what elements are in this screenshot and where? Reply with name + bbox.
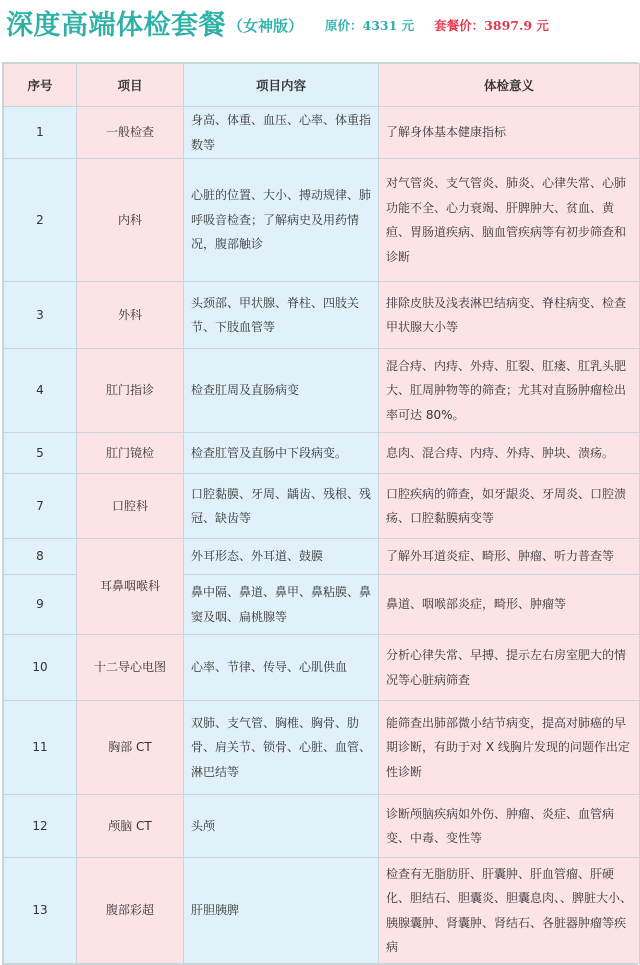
row-number: 4	[4, 349, 77, 433]
table-row	[4, 107, 640, 159]
row-item: 内科	[77, 159, 184, 282]
row-item: 外科	[77, 282, 184, 349]
column-header-content: 项目内容	[184, 64, 379, 107]
exam-table	[3, 63, 640, 964]
row-content: 鼻中隔、鼻道、鼻甲、鼻粘膜、鼻窦及咽、扁桃腺等	[184, 575, 379, 635]
row-meaning: 鼻道、咽喉部炎症，畸形、肿瘤等	[379, 575, 640, 635]
table-row	[4, 474, 640, 539]
table-row	[4, 795, 640, 858]
row-meaning: 分析心律失常、早搏、提示左右房室肥大的情况等心脏病筛查	[379, 635, 640, 701]
row-content: 心脏的位置、大小、搏动规律、肺呼吸音检查；了解病史及用药情况，腹部触诊	[184, 159, 379, 282]
row-meaning: 了解外耳道炎症、畸形、肿瘤、听力普查等	[379, 539, 640, 575]
row-item: 一般检查	[77, 107, 184, 159]
row-content: 外耳形态、外耳道、鼓膜	[184, 539, 379, 575]
row-content: 身高、体重、血压、心率、体重指数等	[184, 107, 379, 159]
package-price: 套餐价：3897.9 元	[434, 18, 549, 33]
row-item: 十二导心电图	[77, 635, 184, 701]
row-meaning: 对气管炎、支气管炎、肺炎、心律失常、心肺功能不全、心力衰竭、肝脾肿大、贫血、黄疸、胃肠道疾病、脑血管疾病等有初步筛查和诊断	[379, 159, 640, 282]
row-number: 5	[4, 433, 77, 474]
row-meaning: 混合痔、内痔、外痔、肛裂、肛瘘、肛乳头肥大、肛周肿物等的筛查；尤其对直肠肿瘤检出率可达 80%。	[379, 349, 640, 433]
row-meaning: 能筛查出肺部微小结节病变，提高对肺癌的早期诊断，有助于对 X 线胸片发现的问题作出定性诊断	[379, 701, 640, 795]
page-title: 深度高端体检套餐	[6, 9, 226, 41]
row-item: 耳鼻咽喉科	[77, 539, 184, 635]
row-content: 检查肛管及直肠中下段病变。	[184, 433, 379, 474]
table-row	[4, 282, 640, 349]
row-content: 双肺、支气管、胸椎、胸骨、肋骨、肩关节、锁骨、心脏、血管、淋巴结等	[184, 701, 379, 795]
row-content: 心率、节律、传导、心肌供血	[184, 635, 379, 701]
row-content: 头颅	[184, 795, 379, 858]
original-price: 原价：4331 元	[325, 18, 415, 33]
row-meaning: 诊断颅脑疾病如外伤、肿瘤、炎症、血管病变、中毒、变性等	[379, 795, 640, 858]
row-number: 13	[4, 858, 77, 964]
table-row	[4, 635, 640, 701]
row-item: 腹部彩超	[77, 858, 184, 964]
row-meaning: 检查有无脂肪肝、肝囊肿、肝血管瘤、肝硬化、胆结石、胆囊炎、胆囊息肉、、脾脏大小、胰腺囊肿、肾囊肿、肾结石、各脏器肿瘤等疾病	[379, 858, 640, 964]
row-item: 肛门镜检	[77, 433, 184, 474]
column-header-number: 序号	[4, 64, 77, 107]
row-item: 颅脑 CT	[77, 795, 184, 858]
row-item: 口腔科	[77, 474, 184, 539]
column-header-meaning: 体检意义	[379, 64, 640, 107]
row-content: 口腔黏膜、牙周、龋齿、残根、残冠、缺齿等	[184, 474, 379, 539]
row-content: 肝胆胰脾	[184, 858, 379, 964]
row-number: 2	[4, 159, 77, 282]
table-row	[4, 858, 640, 964]
table-row	[4, 349, 640, 433]
table-header-row	[4, 64, 640, 107]
row-number: 3	[4, 282, 77, 349]
row-number: 12	[4, 795, 77, 858]
row-number: 10	[4, 635, 77, 701]
table-row	[4, 539, 640, 575]
row-meaning: 排除皮肤及浅表淋巴结病变、脊柱病变、检查甲状腺大小等	[379, 282, 640, 349]
page-header	[0, 0, 640, 44]
row-meaning: 口腔疾病的筛查，如牙龈炎、牙周炎、口腔溃疡、口腔黏膜病变等	[379, 474, 640, 539]
row-number: 9	[4, 575, 77, 635]
row-meaning: 了解身体基本健康指标	[379, 107, 640, 159]
row-item: 胸部 CT	[77, 701, 184, 795]
row-item: 肛门指诊	[77, 349, 184, 433]
table-row	[4, 701, 640, 795]
row-number: 11	[4, 701, 77, 795]
row-content: 检查肛周及直肠病变	[184, 349, 379, 433]
exam-table-container	[2, 62, 638, 965]
row-number: 7	[4, 474, 77, 539]
page-subtitle: （女神版）	[228, 16, 304, 35]
row-number: 1	[4, 107, 77, 159]
row-number: 8	[4, 539, 77, 575]
row-meaning: 息肉、混合痔、内痔、外痔、肿块、溃疡。	[379, 433, 640, 474]
column-header-item: 项目	[77, 64, 184, 107]
table-row	[4, 159, 640, 282]
table-row	[4, 433, 640, 474]
row-content: 头颈部、甲状腺、脊柱、四肢关节、下肢血管等	[184, 282, 379, 349]
